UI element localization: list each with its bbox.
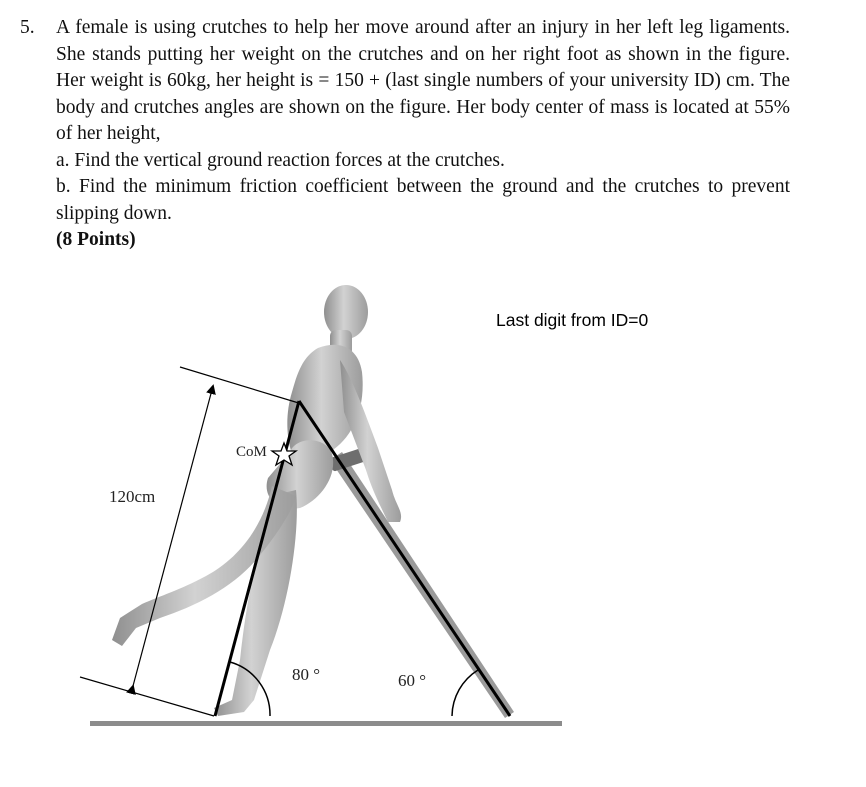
com-label: CoM: [236, 444, 267, 460]
height-label: 120cm: [109, 487, 156, 506]
question-part-a: a. Find the vertical ground reaction forces at the crutches.: [56, 149, 505, 171]
dimension-guide-bottom: [80, 677, 214, 716]
height-dimension-arrow: [133, 386, 213, 686]
ground-line: [90, 721, 562, 726]
question-statement: A female is using crutches to help her move around after an injury in her left leg ligaments. She stands putting her weight on the crutches and on her right foot as shown in the figure. Her weight is 60kg, her height is = 150 + (last single numbers of your university ID) cm. The body and crutches angles are shown on the figure. Her body center of mass is located at 55% of her height,: [56, 17, 790, 144]
question-points: (8 Points): [56, 229, 136, 250]
body-angle-label: 80 °: [292, 665, 321, 684]
dimension-guide-top: [180, 367, 302, 404]
crutch-angle-arc: [452, 670, 478, 716]
crutch-angle-label: 60 °: [398, 671, 427, 690]
question-number: 5.: [20, 17, 35, 38]
id-note: Last digit from ID=0: [496, 310, 649, 330]
crutch-line: [299, 401, 510, 716]
question-part-b: b. Find the minimum friction coefficient between the ground and the crutches to prevent slipping down.: [56, 176, 790, 224]
